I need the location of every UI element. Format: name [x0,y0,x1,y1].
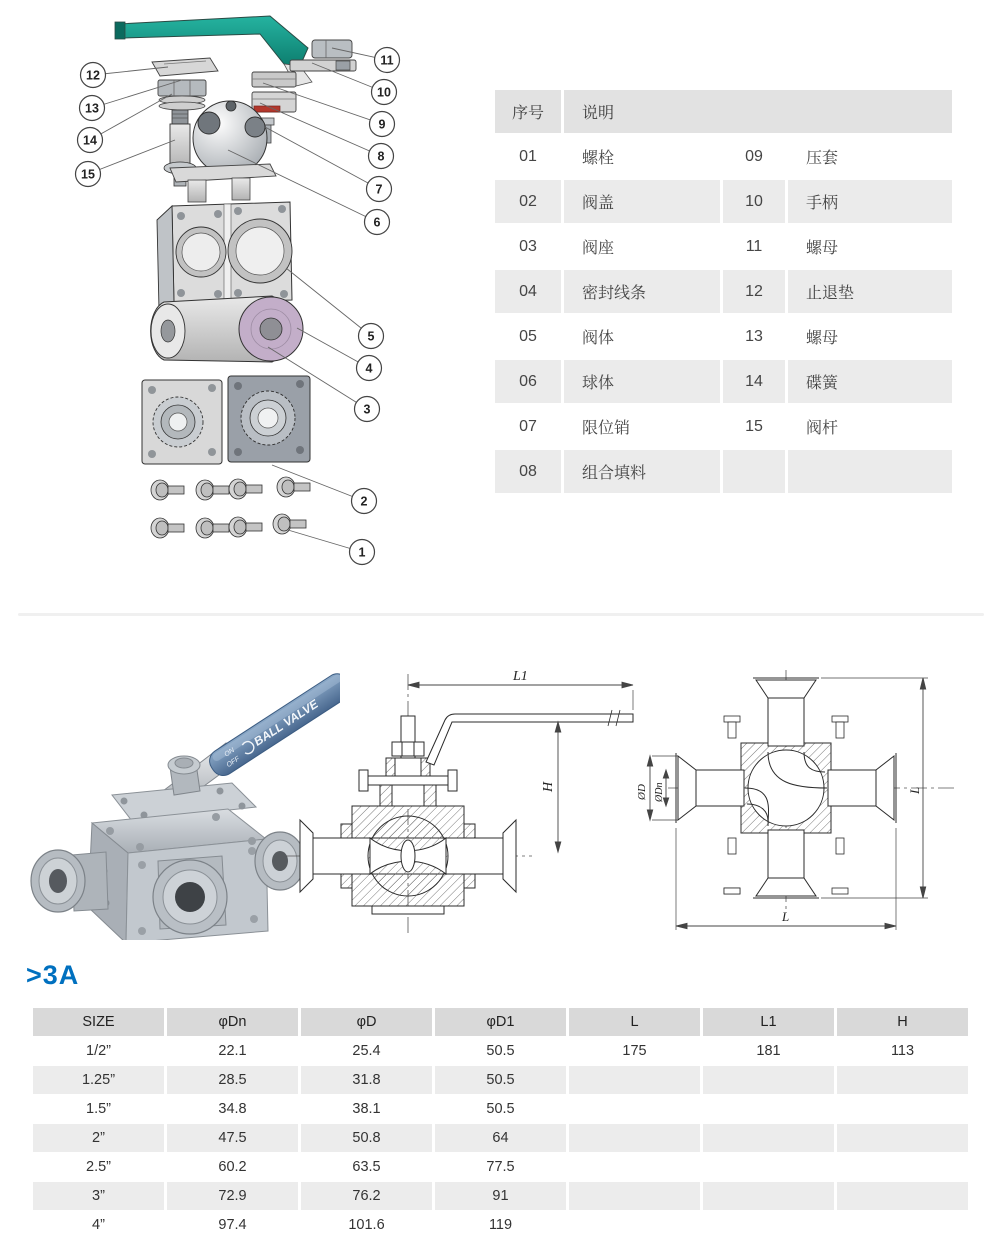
cross-dim-d-label: ØD [636,784,648,800]
callout-number: 15 [81,167,95,182]
size-table-column-header: SIZE [33,1008,164,1036]
size-table-cell [703,1124,834,1152]
callout-number: 5 [367,329,375,344]
size-table-cell: 38.1 [352,1101,381,1117]
size-table-cell: 91 [435,1182,566,1210]
size-table-cell [569,1182,700,1210]
size-table-cell: 113 [890,1043,915,1059]
photo-port-front [153,856,227,934]
parts-table-cell: 04 [495,270,561,313]
size-table-cell: 50.5 [486,1101,515,1117]
callout-leader-line [260,103,381,156]
size-table-cell: 77.5 [486,1159,515,1175]
parts-table-cell: 阀座 [582,240,615,257]
size-table-cell: 1/2” [86,1043,111,1059]
parts-table-cell: 08 [495,450,561,493]
callout-number: 8 [377,149,385,164]
size-table-body [33,1037,968,1239]
callout-number: 13 [85,101,99,116]
callout-number: 9 [378,117,386,132]
size-table-cell: 4” [92,1217,105,1233]
exploded-lock-washer [152,58,218,76]
callout-number: 6 [373,215,381,230]
parts-table-cell [788,450,952,493]
cross-section-drawing [628,658,1000,958]
parts-table-row [495,315,952,358]
size-table-cell: 97.4 [218,1217,247,1233]
parts-table-cell: 03 [519,237,537,255]
parts-table-cell: 06 [495,360,561,403]
parts-table-cell: 01 [519,147,537,165]
size-table-cell [837,1124,968,1152]
parts-table-cell: 手柄 [788,180,952,223]
callout-number: 2 [360,494,368,509]
section-divider [18,613,984,616]
cross-dim-dn-label: ØDn [654,782,665,802]
parts-table-row [495,450,952,493]
size-table-cell: 1.25” [33,1066,164,1094]
size-table-cell: 2.5” [86,1159,111,1175]
parts-table-cell: 螺母 [806,330,839,347]
parts-table-row [495,360,952,403]
exploded-nut [158,80,206,96]
parts-table-header-row [495,90,952,133]
parts-table-cell: 09 [745,147,763,165]
size-table-cell: 28.5 [167,1066,298,1094]
size-table-column-header: L [569,1008,700,1036]
parts-table-cell: 14 [723,360,785,403]
parts-table-cell: 螺母 [806,240,839,257]
size-table-cell [837,1182,968,1210]
parts-header-desc: 说明 [564,90,952,133]
side-dim-l1-label: L1 [513,669,528,684]
size-table-header-row [33,1008,968,1036]
parts-table-cell: 密封线条 [564,270,720,313]
cross-valve-body [676,678,896,898]
size-table-row [33,1124,968,1152]
photo-port-left [31,850,108,912]
exploded-cylinder [151,296,303,362]
exploded-bolts [151,477,310,538]
size-table-cell [703,1211,834,1239]
parts-table-cell: 压套 [806,150,839,167]
size-table-cell: 2” [33,1124,164,1152]
size-table-cell: 60.2 [218,1159,247,1175]
callout-number: 4 [365,361,373,376]
callout-number: 7 [375,182,383,197]
size-table-cell [837,1066,968,1094]
parts-table-cell: 组合填料 [564,450,720,493]
side-valve-body [300,716,516,914]
size-table-cell [703,1095,834,1123]
size-table-column-header: φDn [167,1008,298,1036]
parts-table-cell: 螺栓 [582,150,615,167]
parts-table-cell: 05 [519,327,537,345]
size-table-cell: 50.5 [486,1043,515,1059]
exploded-disc-springs [159,96,205,110]
parts-table-cell: 02 [495,180,561,223]
parts-table-row [495,135,952,178]
parts-table-cell: 止退垫 [788,270,952,313]
callout-number: 12 [86,68,100,83]
parts-table-cell: 13 [745,327,763,345]
parts-table-cell: 阀体 [582,330,615,347]
parts-table-body [495,135,952,493]
size-table-cell: 47.5 [167,1124,298,1152]
exploded-gland [252,72,296,87]
side-lever [426,710,633,765]
size-table-cell [837,1211,968,1239]
size-table-cell: 50.5 [435,1066,566,1094]
size-table-cell [703,1182,834,1210]
size-table-cell: 72.9 [167,1182,298,1210]
parts-table-cell: 阀杆 [806,420,839,437]
parts-table-cell [723,450,785,493]
parts-table [492,88,955,495]
size-table-cell: 119 [488,1217,513,1233]
size-table-row [33,1153,968,1181]
parts-table-row [495,270,952,313]
size-table-cell [569,1211,700,1239]
size-table-cell [569,1095,700,1123]
parts-table-cell: 阀盖 [564,180,720,223]
size-table-column-header: φD [301,1008,432,1036]
callout-leader-line [265,127,379,189]
size-table-row [33,1037,968,1065]
size-table-row [33,1182,968,1210]
size-table-cell [703,1153,834,1181]
size-table-cell [569,1124,700,1152]
size-table-cell: 175 [622,1043,647,1059]
cross-dim-l-vert-label: L [907,786,922,794]
exploded-view-diagram [60,10,420,600]
callout-number: 1 [358,545,366,560]
size-table-cell: 50.8 [301,1124,432,1152]
parts-table-cell: 10 [723,180,785,223]
size-table-cell: 76.2 [301,1182,432,1210]
cross-dim-l-horiz-label: L [782,909,790,924]
section-heading-3a: >3A [26,960,80,990]
side-dim-h-label: H [541,781,556,792]
parts-table-row [495,225,952,268]
size-table-column-header: H [837,1008,968,1036]
parts-table-cell: 12 [723,270,785,313]
parts-table-row [495,180,952,223]
size-table-cell: 181 [756,1043,781,1059]
size-table-cell: 22.1 [218,1043,247,1059]
exploded-end-caps [142,376,310,464]
parts-header-index: 序号 [495,90,561,133]
photo-handle-brand: BALL VALVE [251,696,321,749]
size-table-row [33,1211,968,1239]
parts-table-cell: 15 [745,417,763,435]
parts-table-cell: 球体 [564,360,720,403]
size-table-cell: 64 [435,1124,566,1152]
size-table-cell: 101.6 [348,1217,385,1233]
size-table-column-header: L1 [703,1008,834,1036]
exploded-body [157,202,292,310]
photo-handle-off-label: OFF [225,755,242,770]
size-table-cell: 25.4 [352,1043,381,1059]
parts-table-cell: 碟簧 [788,360,952,403]
parts-table-cell: 限位销 [582,420,631,437]
size-table-cell: 31.8 [301,1066,432,1094]
size-table-cell [569,1153,700,1181]
size-table-row [33,1095,968,1123]
size-table-cell [837,1095,968,1123]
callout-number: 11 [380,53,394,68]
callout-number: 14 [83,133,97,148]
size-table-cell: 1.5” [86,1101,111,1117]
callout-number: 3 [363,402,371,417]
size-table-column-header: φD1 [435,1008,566,1036]
size-table-cell: 63.5 [352,1159,381,1175]
photo-handle-on-label: ON [223,746,237,759]
size-table-cell [569,1066,700,1094]
size-table-cell: 3” [33,1182,164,1210]
parts-table-row [495,405,952,448]
size-table-cell [837,1153,968,1181]
size-table [30,1007,971,1240]
side-section-drawing [280,658,660,948]
size-table-row [33,1066,968,1094]
callout-number: 10 [377,85,391,100]
size-table-cell: 34.8 [218,1101,247,1117]
parts-table-cell: 11 [745,237,763,255]
parts-table-cell: 07 [519,417,537,435]
size-table-cell [703,1066,834,1094]
